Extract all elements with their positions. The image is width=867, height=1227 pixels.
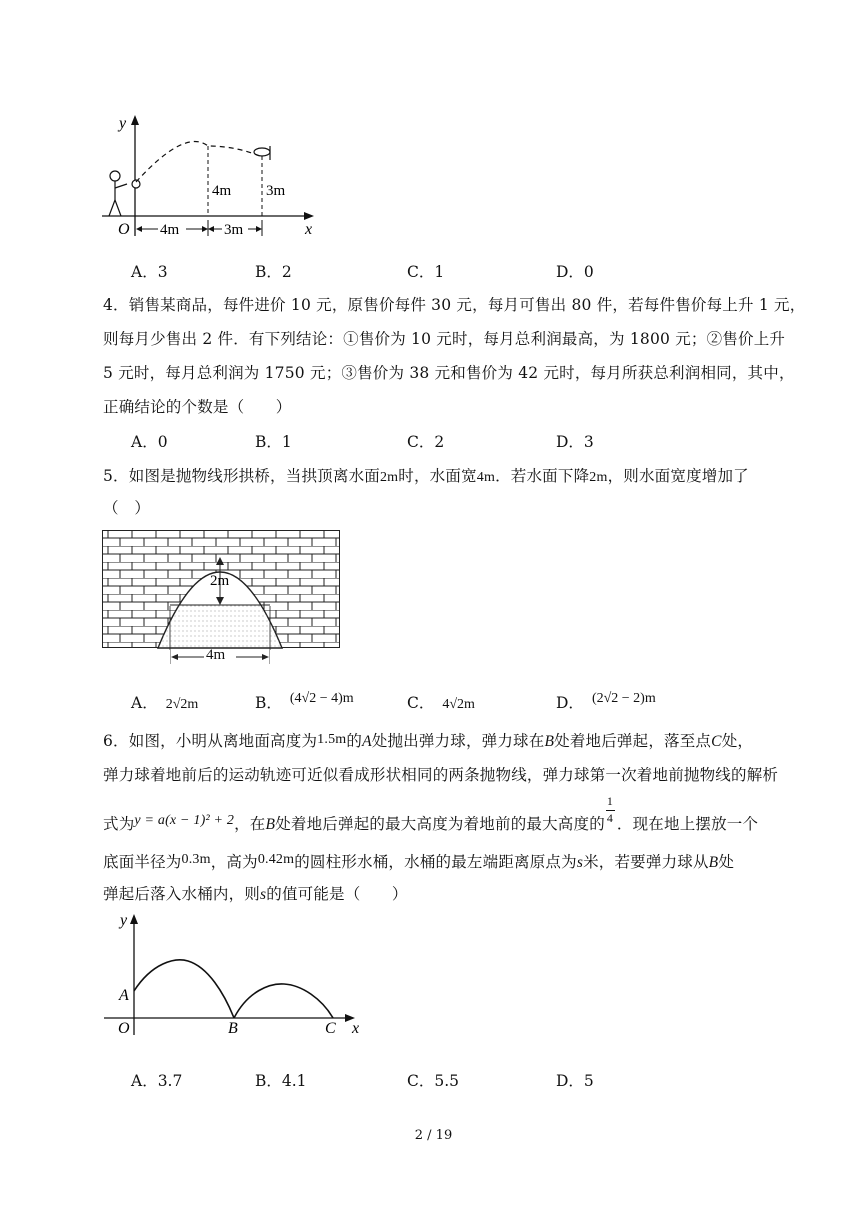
q5-option-a[interactable] <box>131 691 198 713</box>
q4-line-1: 4．销售某商品，每件进价 10 元，原售价每件 30 元，每月可售出 80 件，若每件售价每上升 1 元， <box>103 296 806 314</box>
q5-value-2m: 2m <box>379 470 399 485</box>
q3-hoop <box>254 148 270 156</box>
q5-bridge-figure <box>102 530 342 650</box>
q6-l4-g: 米，若要弹力球从 <box>583 853 709 871</box>
q5-text-e: ．若水面下降 <box>495 467 590 485</box>
q4-line-2: 则每月少售出 2 件．有下列结论：①售价为 10 元时，每月总利润最高，为 1800 元；②售价上升 <box>103 330 786 348</box>
q5-option-c-label: C． <box>407 694 435 712</box>
q6-l1-d: A <box>362 733 372 750</box>
q6-l4-e: 的圆柱形水桶，水桶的最左端距离原点为 <box>294 853 577 871</box>
q6-l4-f: s <box>576 854 584 871</box>
q6-l4-d: 0.42m <box>257 852 295 867</box>
q5-value-2m-drop: 2m <box>589 470 608 485</box>
q5-option-b[interactable] <box>255 691 354 713</box>
q4-option-a[interactable]: A．0 <box>131 433 168 451</box>
q6-l1-h: C <box>711 733 722 750</box>
q5-line-2: （ ） <box>103 499 151 517</box>
q3-height-4m: 4m <box>212 183 232 199</box>
q6-frac-den: 4 <box>606 811 614 825</box>
q6-l4-h: B <box>708 854 719 871</box>
q6-option-d[interactable]: D．5 <box>556 1072 594 1090</box>
q5-height-label: 2m <box>210 573 230 589</box>
q5-value-4m: 4m <box>476 470 496 485</box>
q3-x-label: x <box>305 221 313 238</box>
q4-line-4: 正确结论的个数是（ ） <box>103 398 292 416</box>
q6-frac-num: 1 <box>606 794 614 808</box>
q5-options <box>131 691 851 713</box>
q5-option-c[interactable] <box>407 691 475 713</box>
q5-option-b-label: B． <box>255 694 282 712</box>
q6-line-4 <box>103 850 734 872</box>
q6-x-label: x <box>352 1020 360 1037</box>
q3-figure <box>100 110 330 240</box>
q5-option-a-label: A． <box>131 694 158 712</box>
q3-origin-label: O <box>118 221 130 238</box>
q6-l3-a: 式为 <box>103 815 135 833</box>
q6-l3-b: ，在 <box>234 815 266 833</box>
q6-l4-i: 处 <box>718 853 735 871</box>
q4-option-c[interactable]: C．2 <box>407 433 445 451</box>
q5-option-d-value: (2√2 − 2)m <box>591 691 656 706</box>
q3-option-d[interactable]: D．0 <box>556 263 594 281</box>
q6-figure <box>100 905 370 1040</box>
q5-option-d-label: D． <box>556 694 584 712</box>
q6-options <box>131 1069 851 1091</box>
q6-fraction <box>605 794 617 826</box>
q6-point-b: B <box>228 1020 238 1037</box>
q5-text-c: 时，水面宽 <box>398 467 477 485</box>
q6-l1-g: 处着地后弹起，落至点 <box>554 732 712 750</box>
q3-option-b[interactable]: B．2 <box>255 263 292 281</box>
q5-option-c-value: 4√2m <box>442 697 475 712</box>
q3-dist-3m: 3m <box>224 222 244 238</box>
q4-option-d[interactable]: D．3 <box>556 433 594 451</box>
q3-height-3m: 3m <box>266 183 286 199</box>
q6-l3-d: 处着地后弹起的最大高度为着地前的最大高度的 <box>275 815 605 833</box>
q3-option-c[interactable]: C．1 <box>407 263 445 281</box>
q6-l3-c: B <box>265 816 276 833</box>
page-number: 2 / 19 <box>414 1128 453 1143</box>
q6-l5-a: 弹起后落入水桶内，则 <box>103 885 261 903</box>
q6-line-2: 弹力球着地前后的运动轨迹可近似看成形状相同的两条抛物线，弹力球第一次着地前抛物线的解析 <box>103 766 779 784</box>
q3-person <box>109 171 127 216</box>
q6-l5-b: s <box>260 886 267 903</box>
q6-y-label: y <box>120 912 128 929</box>
q6-option-a[interactable]: A．3.7 <box>131 1072 183 1090</box>
q3-option-a[interactable]: A．3 <box>131 263 168 281</box>
q5-option-d[interactable] <box>556 691 656 713</box>
q6-point-a: A <box>119 987 129 1004</box>
q6-option-c[interactable]: C．5.5 <box>407 1072 460 1090</box>
q3-dist-4m: 4m <box>160 222 180 238</box>
q5-line-1 <box>103 464 749 486</box>
q6-line-3 <box>103 794 759 834</box>
q6-trajectory-2 <box>234 984 333 1018</box>
q5-option-a-value: 2√2m <box>165 697 199 712</box>
q5-text-g: ，则水面宽度增加了 <box>607 467 749 485</box>
q5-width-label: 4m <box>206 647 226 663</box>
q4-options <box>131 430 851 452</box>
q6-line-5 <box>103 882 408 904</box>
q6-l4-c: ，高为 <box>210 853 258 871</box>
q6-origin-label: O <box>118 1020 130 1037</box>
q6-l4-b: 0.3m <box>181 852 211 867</box>
q6-l1-a: 6．如图，小明从离地面高度为 <box>103 732 318 750</box>
q3-options <box>131 260 851 282</box>
q5-width-dimension <box>170 647 270 664</box>
q6-point-c: C <box>325 1020 336 1037</box>
q6-l4-a: 底面半径为 <box>103 853 182 871</box>
q3-trajectory <box>136 142 260 183</box>
q6-l3-e: ．现在地上摆放一个 <box>616 815 759 833</box>
q6-l1-c: 的 <box>346 732 363 750</box>
q6-line-1 <box>103 729 753 751</box>
q5-option-b-value: (4√2 − 4)m <box>289 691 354 706</box>
q6-l5-c: 的值可能是（ ） <box>266 885 408 903</box>
q6-formula: y = a(x − 1)² + 2 <box>134 813 235 828</box>
q4-option-b[interactable]: B．1 <box>255 433 292 451</box>
q6-l1-e: 处抛出弹力球，弹力球在 <box>371 732 545 750</box>
q6-l1-f: B <box>544 733 555 750</box>
q6-option-b[interactable]: B．4.1 <box>255 1072 307 1090</box>
q3-y-label: y <box>119 115 127 132</box>
q4-line-3: 5 元时，每月总利润为 1750 元；③售价为 38 元和售价为 42 元时，每月所获总利润相同，其中， <box>103 364 795 382</box>
q6-l1-b: 1.5m <box>317 732 347 747</box>
q6-l1-i: 处， <box>721 732 754 750</box>
q6-trajectory-1 <box>134 960 234 1018</box>
q5-text-a: 5．如图是抛物线形拱桥，当拱顶离水面 <box>103 467 380 485</box>
